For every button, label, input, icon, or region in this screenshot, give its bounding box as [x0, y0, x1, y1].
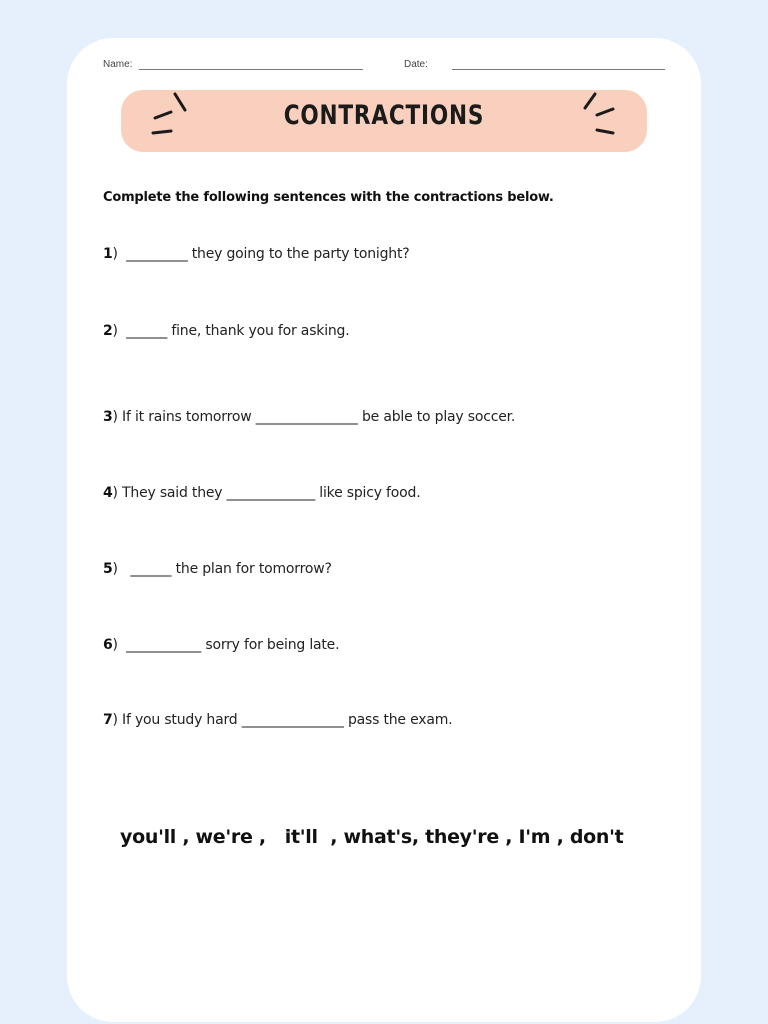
date-label: Date: — [404, 59, 428, 70]
question-1 — [103, 246, 410, 262]
question-4 — [103, 485, 420, 501]
question-text: ) ______ fine, thank you for asking. — [112, 323, 350, 339]
question-text: ) If you study hard _______________ pass the exam. — [112, 712, 453, 728]
question-number: 7 — [103, 712, 113, 728]
question-5 — [103, 561, 332, 577]
question-text: ) _________ they going to the party tonight? — [112, 246, 410, 262]
question-number: 2 — [103, 323, 113, 339]
question-number: 1 — [103, 246, 113, 262]
instructions: Complete the following sentences with the contractions below. — [103, 190, 554, 205]
date-field[interactable] — [452, 69, 665, 70]
question-number: 6 — [103, 637, 113, 653]
question-text: ) ___________ sorry for being late. — [112, 637, 340, 653]
title-banner — [121, 90, 647, 152]
worksheet-page — [67, 38, 701, 1022]
question-7 — [103, 712, 452, 728]
question-6 — [103, 637, 339, 653]
question-text: ) They said they _____________ like spicy food. — [112, 485, 421, 501]
question-text: ) ______ the plan for tomorrow? — [112, 561, 332, 577]
question-number: 5 — [103, 561, 113, 577]
right-burst-icon — [579, 90, 629, 152]
question-number: 4 — [103, 485, 113, 501]
name-label: Name: — [103, 59, 133, 70]
question-3 — [103, 409, 515, 425]
question-2 — [103, 323, 350, 339]
word-bank: you'll , we're , it'll , what's, they're , I'm , don't — [120, 826, 624, 848]
name-field[interactable] — [139, 69, 363, 70]
worksheet-title: CONTRACTIONS — [283, 100, 485, 131]
question-text: ) If it rains tomorrow _______________ be able to play soccer. — [112, 409, 516, 425]
question-number: 3 — [103, 409, 113, 425]
